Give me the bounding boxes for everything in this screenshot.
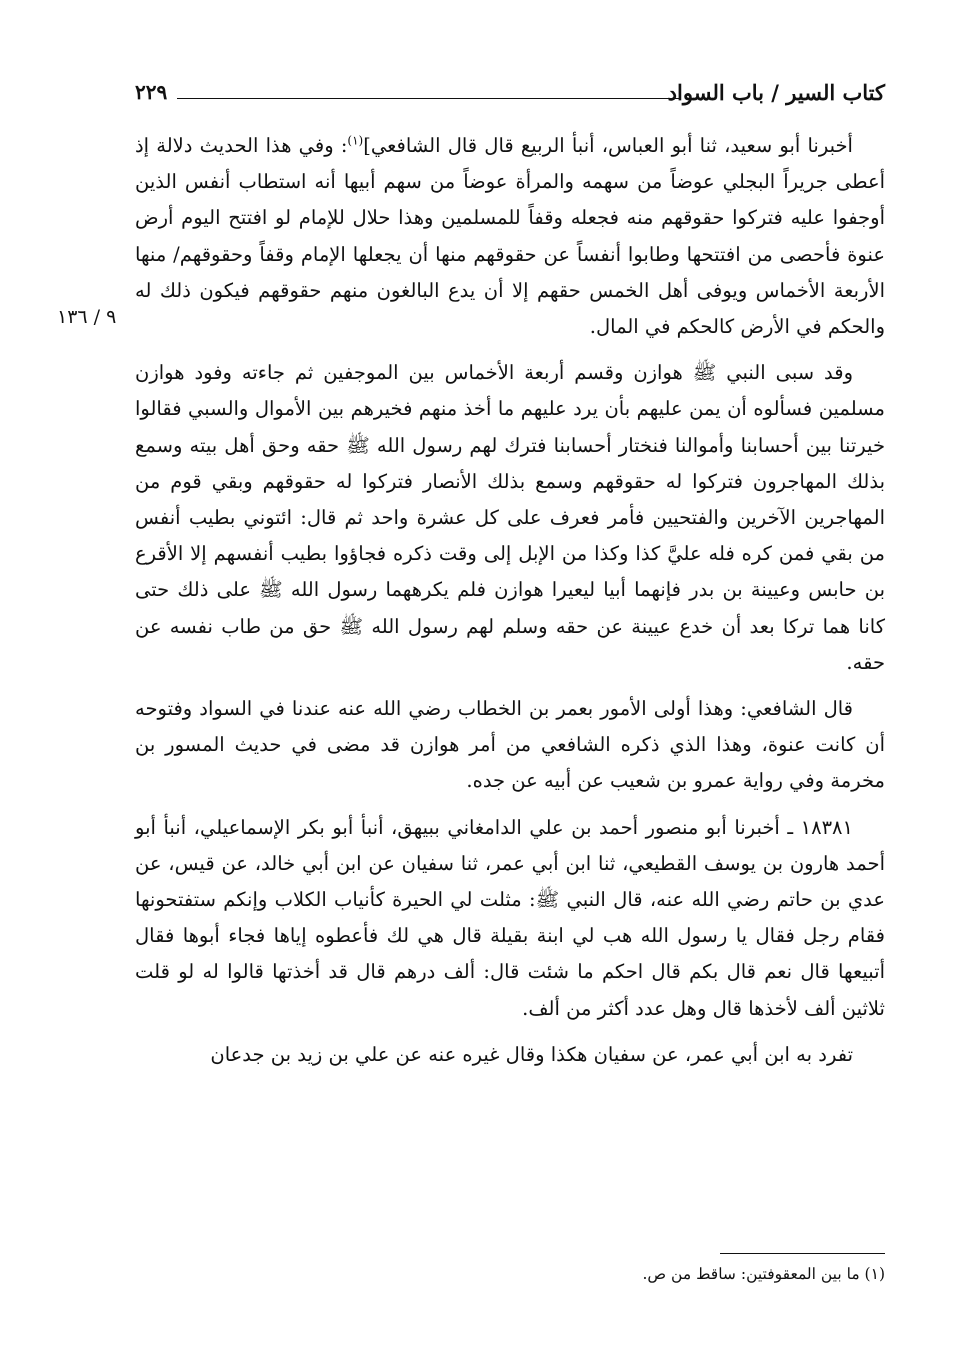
main-text (135, 128, 885, 1073)
paragraph-3: قال الشافعي: وهذا أولى الأمور بعمر بن الخطاب رضي الله عنه عندنا في السواد وفتوحه أن كانت عنوة، وهذا الذي ذكره الشافعي من أمر هوازن قد مضى في حديث المسور بن مخرمة وفي رواية عمرو بن شعيب عن أبيه عن جده. (135, 697, 885, 793)
margin-reference: ٩ / ١٣٦ (57, 306, 117, 328)
paragraph-1-start: أخبرنا أبو سعيد، ثنا أبو العباس، أنبأ الربيع قال قال الشافعي] (363, 134, 853, 157)
footnote: (١) ما بين المعقوفتين: ساقط من ص. (642, 1265, 885, 1283)
footnote-marker[interactable]: (١) (347, 133, 364, 148)
paragraph-1 (135, 128, 885, 345)
paragraph-1-continuation: : وفي هذا الحديث دلالة إذ أعطى جريراً البجلي عوضاً من سهمه والمرأة عوضاً من سهم أبيها أنه استطاب أنفس الذين أوجفوا عليه فتركوا حقوقهم منه فجعله وقفاً للمسلمين وهذا حلال للإمام لو افتتح اليوم أرض عنوة فأحصى من افتتحها وطابوا أنفساً عن حقوقهم منها أن يجعلها الإمام وقفاً وحقوقهم/ منها الأربعة الأخماس ويوفى أهل الخمس حقهم إلا أن يدع البالغون منهم حقوقهم فيكون ذلك له والحكم في الأرض كالحكم في المال. (135, 134, 885, 339)
page-number: ٢٢٩ (135, 80, 168, 104)
footnote-rule (720, 1253, 885, 1254)
paragraph-5: تفرد به ابن أبي عمر، عن سفيان هكذا وقال غيره عنه عن علي بن زيد بن جدعان (210, 1042, 853, 1066)
header-title: كتاب السير / باب السواد (667, 80, 885, 105)
running-header (135, 80, 885, 112)
paragraph-2: وقد سبى النبي ﷺ هوازن وقسم أربعة الأخماس بين الموجفين ثم جاءته وفود هوازن مسلمين فسألوه أن يمن عليهم بأن يرد عليهم ما أخذ منهم فخيرهم بين الأموال والسبي فقالوا خيرتنا بين أحسابنا وأموالنا فنختار أحسابنا فترك لهم رسول الله ﷺ حقه وحق أهل بيته وسمع بذلك المهاجرون فتركوا له حقوقهم وسمع بذلك الأنصار فتركوا له حقوقهم وبقي قوم من المهاجرين الآخرين والفتحيين فأمر فعرف على كل عشرة واحد ثم قال: ائتوني بطيب أنفس من بقي فمن كره فله عليَّ كذا وكذا من الإبل إلى وقت ذكره فجاؤوا بطيب أنفسهم إلا الأقرع بن حابس وعيينة بن بدر فإنهما أبيا ليعيرا هوازن فلم يكرههما رسول الله ﷺ على ذلك حتى كانا هما تركا بعد أن خدع عيينة عن حقه وسلم لهم رسول الله ﷺ حق من طاب نفسه عن حقه. (135, 361, 885, 674)
paragraph-4: ١٨٣٨١ ـ أخبرنا أبو منصور أحمد بن علي الدامغاني ببيهق، أنبأ أبو بكر الإسماعيلي، أنبأ أبو أحمد هارون بن يوسف القطيعي، ثنا ابن أبي عمر، ثنا سفيان عن ابن أبي خالد، عن قيس، عن عدي بن حاتم رضي الله عنه، قال النبي ﷺ: مثلت لي الحيرة كأنياب الكلاب وإنكم ستفتحونها فقام رجل فقال يا رسول الله هب لي ابنة بقيلة قال هي لك فأعطوه إياها فجاء أبوها فقال أتبيعها قال نعم قال بكم قال احكم ما شئت قال: ألف درهم قال قد أخذتها قالوا له لو قلت ثلاثين ألف لأخذها قال وهل عدد أكثر من ألف. (135, 815, 885, 1020)
header-rule (177, 98, 680, 99)
